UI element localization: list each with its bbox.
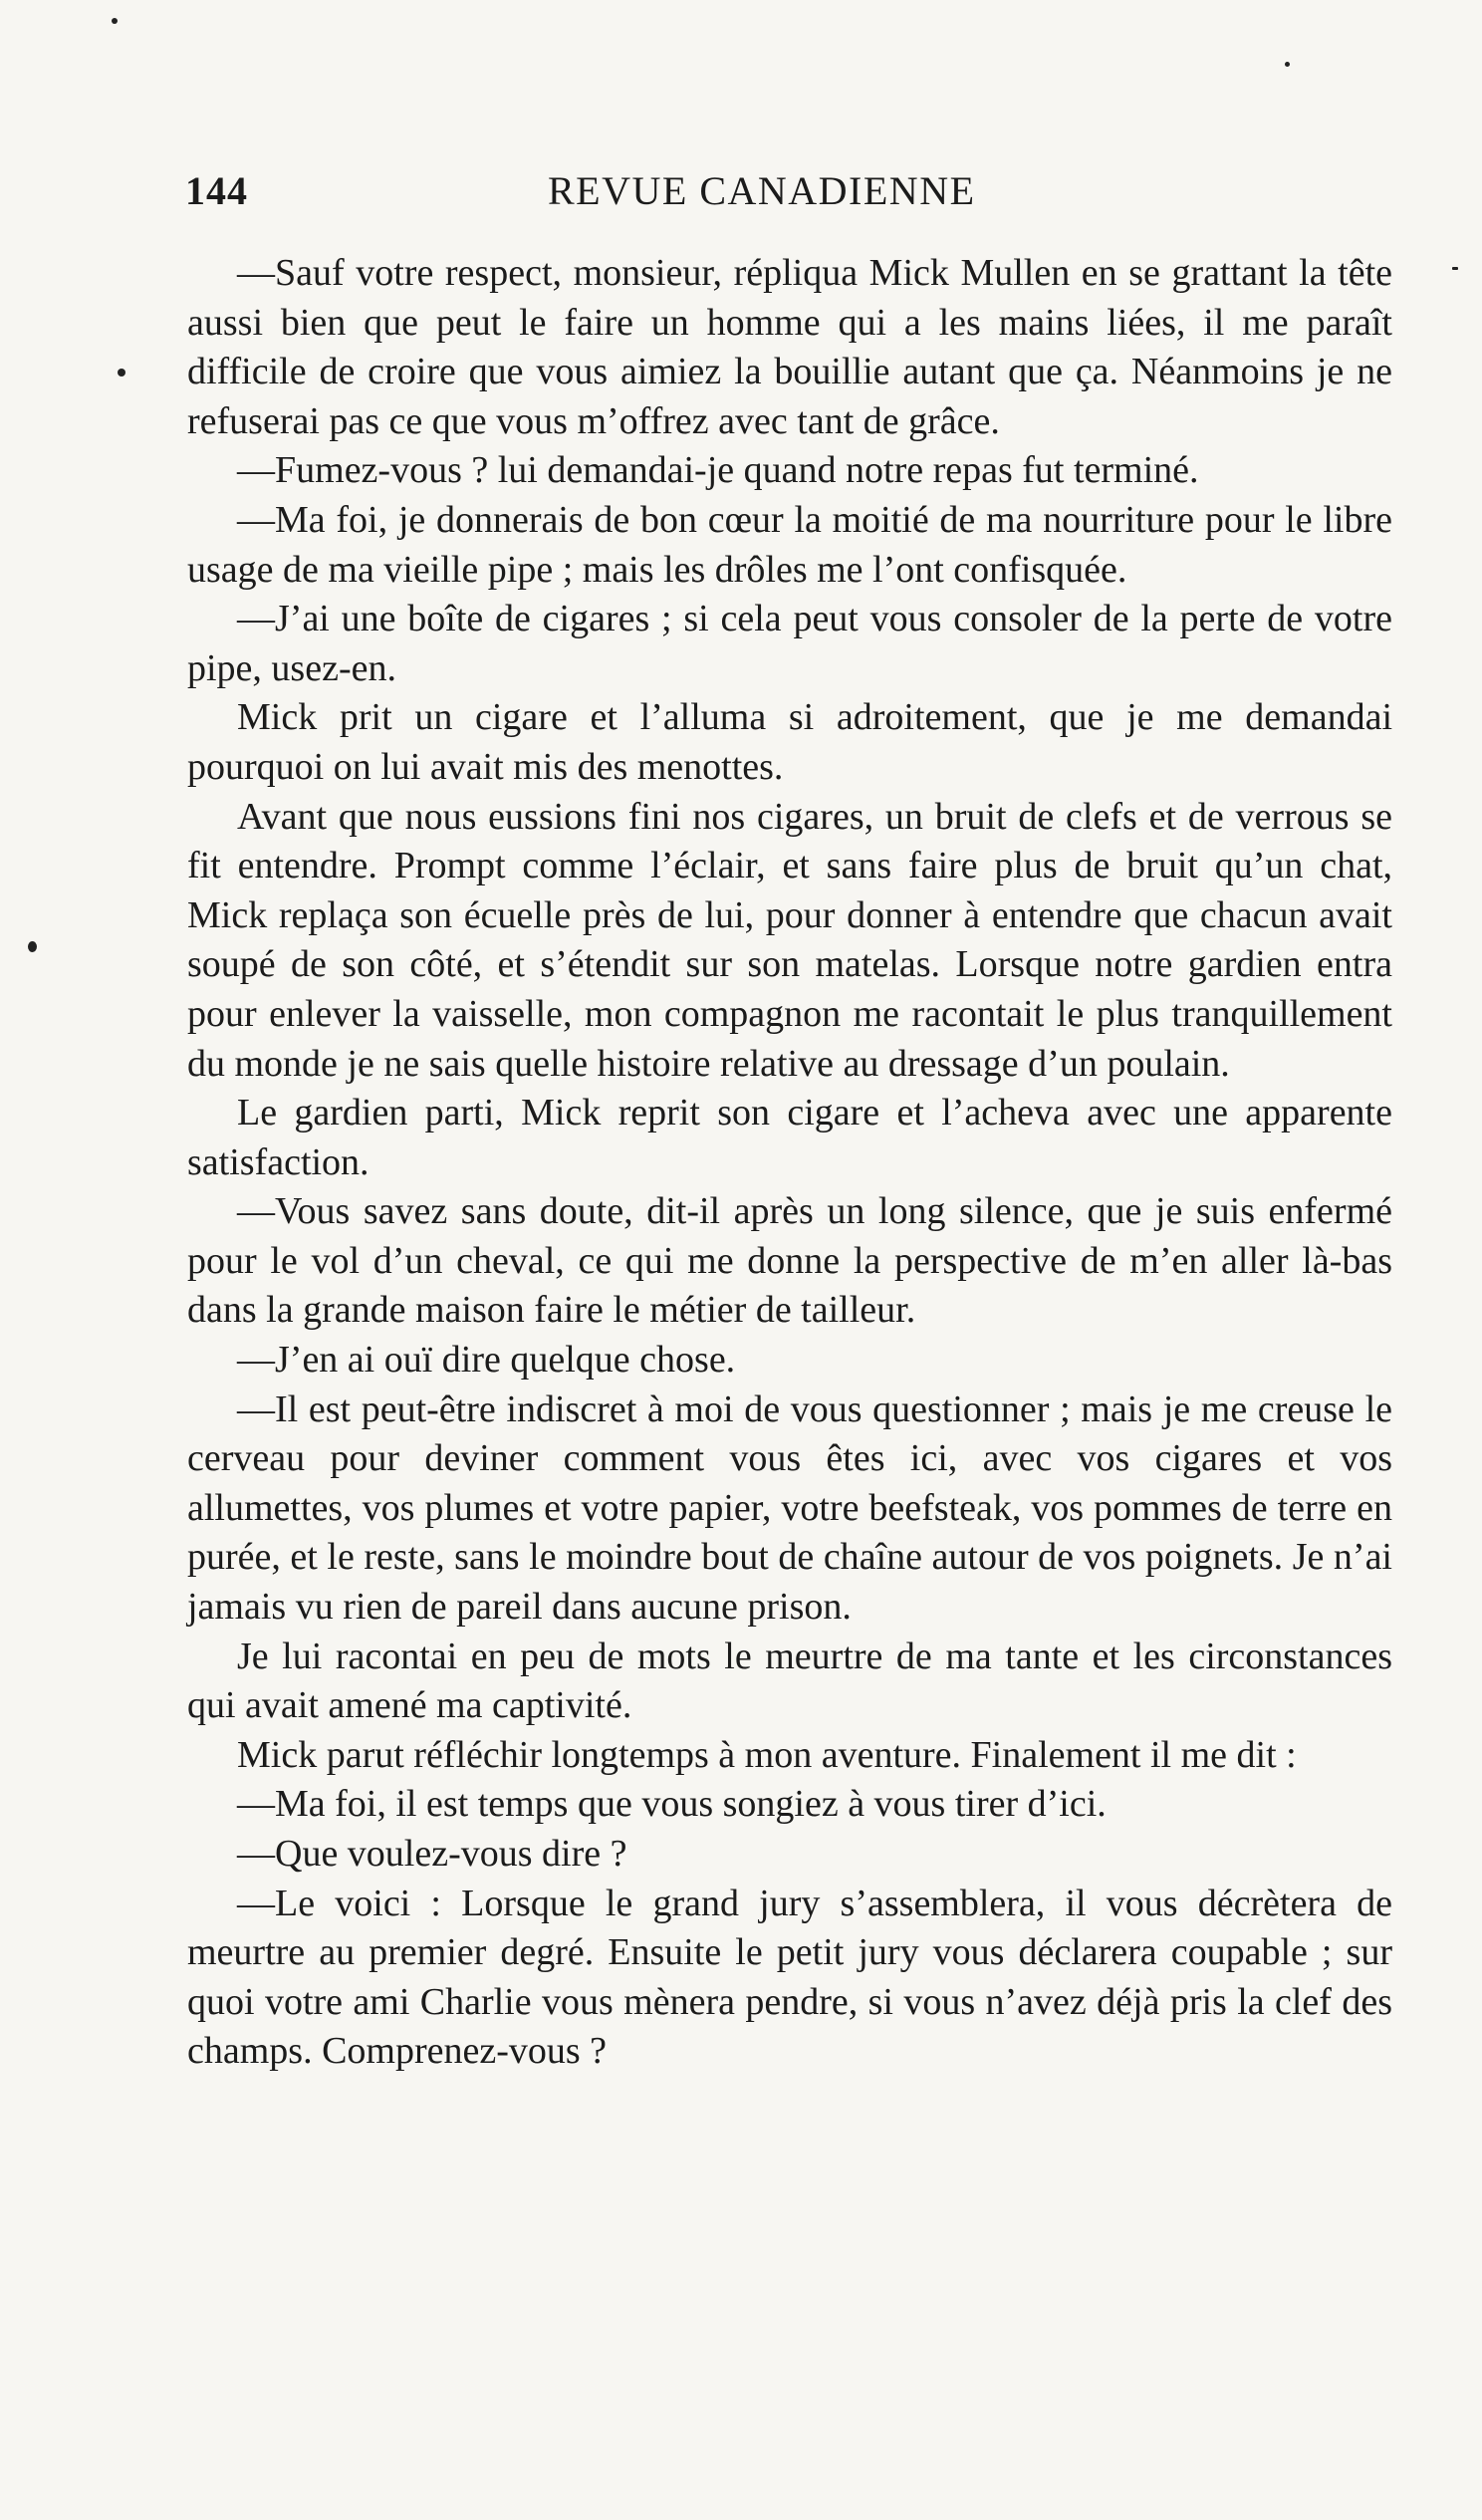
paragraph: Le gardien parti, Mick reprit son cigare et l’acheva avec une apparente satisfaction. bbox=[187, 1092, 1392, 1183]
paragraph: —Ma foi, il est temps que vous songiez à vous tirer d’ici. bbox=[237, 1783, 1107, 1826]
paragraph: —Sauf votre respect, monsieur, répliqua Mick Mullen en se grattant la tête aussi bien que peut le faire un homme qui a les mains liées, il me paraît difficile de croire que vous aimiez la bouillie autant que ça. Néanmoins je ne refuserai pas ce que vous m’offrez avec tant de grâce. bbox=[187, 252, 1392, 442]
paragraph: —Vous savez sans doute, dit-il après un long silence, que je suis enfermé pour le vol d’un cheval, ce qui me donne la perspective de m’en aller là-bas dans la grande maison faire le métier de tailleur. bbox=[187, 1190, 1392, 1332]
page-header bbox=[185, 167, 1420, 227]
paragraph: Je lui racontai en peu de mots le meurtre de ma tante et les circonstances qui avait amené ma captivité. bbox=[187, 1635, 1392, 1727]
ink-speck bbox=[1452, 267, 1458, 270]
ink-speck bbox=[112, 18, 118, 24]
paragraph: —Ma foi, je donnerais de bon cœur la moitié de ma nourriture pour le libre usage de ma vieille pipe ; mais les drôles me l’ont confisquée. bbox=[187, 498, 1392, 591]
paragraph: —Il est peut-être indiscret à moi de vous questionner ; mais je me creuse le cerveau pour deviner comment vous êtes ici, avec vos cigares et vos allumettes, vos plumes et votre papier, votre beefsteak, vos pommes de terre en purée, et le reste, sans le moindre bout de chaîne autour de vos poignets. Je n’ai jamais vu rien de pareil dans aucune prison. bbox=[187, 1387, 1392, 1629]
ink-speck bbox=[28, 941, 37, 952]
paragraph: Mick parut réfléchir longtemps à mon aventure. Finalement il me dit : bbox=[237, 1733, 1297, 1776]
paragraph: —J’ai une boîte de cigares ; si cela peut vous consoler de la perte de votre pipe, usez-en. bbox=[187, 598, 1392, 689]
paragraph: —Que voulez-vous dire ? bbox=[237, 1833, 627, 1875]
paragraph: Mick prit un cigare et l’alluma si adroitement, que je me demandai pourquoi on lui avait mis des menottes. bbox=[187, 696, 1392, 788]
body-text bbox=[187, 249, 1392, 2077]
paragraph: —Fumez-vous ? lui demandai-je quand notre repas fut terminé. bbox=[237, 449, 1199, 492]
paragraph: —J’en ai ouï dire quelque chose. bbox=[237, 1339, 736, 1382]
running-title: REVUE CANADIENNE bbox=[548, 168, 976, 213]
paragraph: —Le voici : Lorsque le grand jury s’assemblera, il vous décrètera de meurtre au premier degré. Ensuite le petit jury vous déclarera coupable ; sur quoi votre ami Charlie vous mènera pendre, si vous n’avez déjà pris la clef des champs. Comprenez-vous ? bbox=[187, 1882, 1392, 2073]
page-number: 144 bbox=[185, 168, 248, 213]
ink-speck bbox=[118, 369, 125, 377]
paragraph: Avant que nous eussions fini nos cigares, un bruit de clefs et de verrous se fit entendre. Prompt comme l’éclair, et sans faire plus de bruit qu’un chat, Mick replaça son écuelle près de lui, pour donner à entendre que chacun avait soupé de son côté, et s’étendit sur son matelas. Lorsque notre gardien entra pour enlever la vaisselle, mon compagnon me racontait le plus tranquillement du monde je ne sais quelle histoire relative au dressage d’un poulain. bbox=[187, 795, 1392, 1085]
ink-speck bbox=[1285, 62, 1290, 67]
